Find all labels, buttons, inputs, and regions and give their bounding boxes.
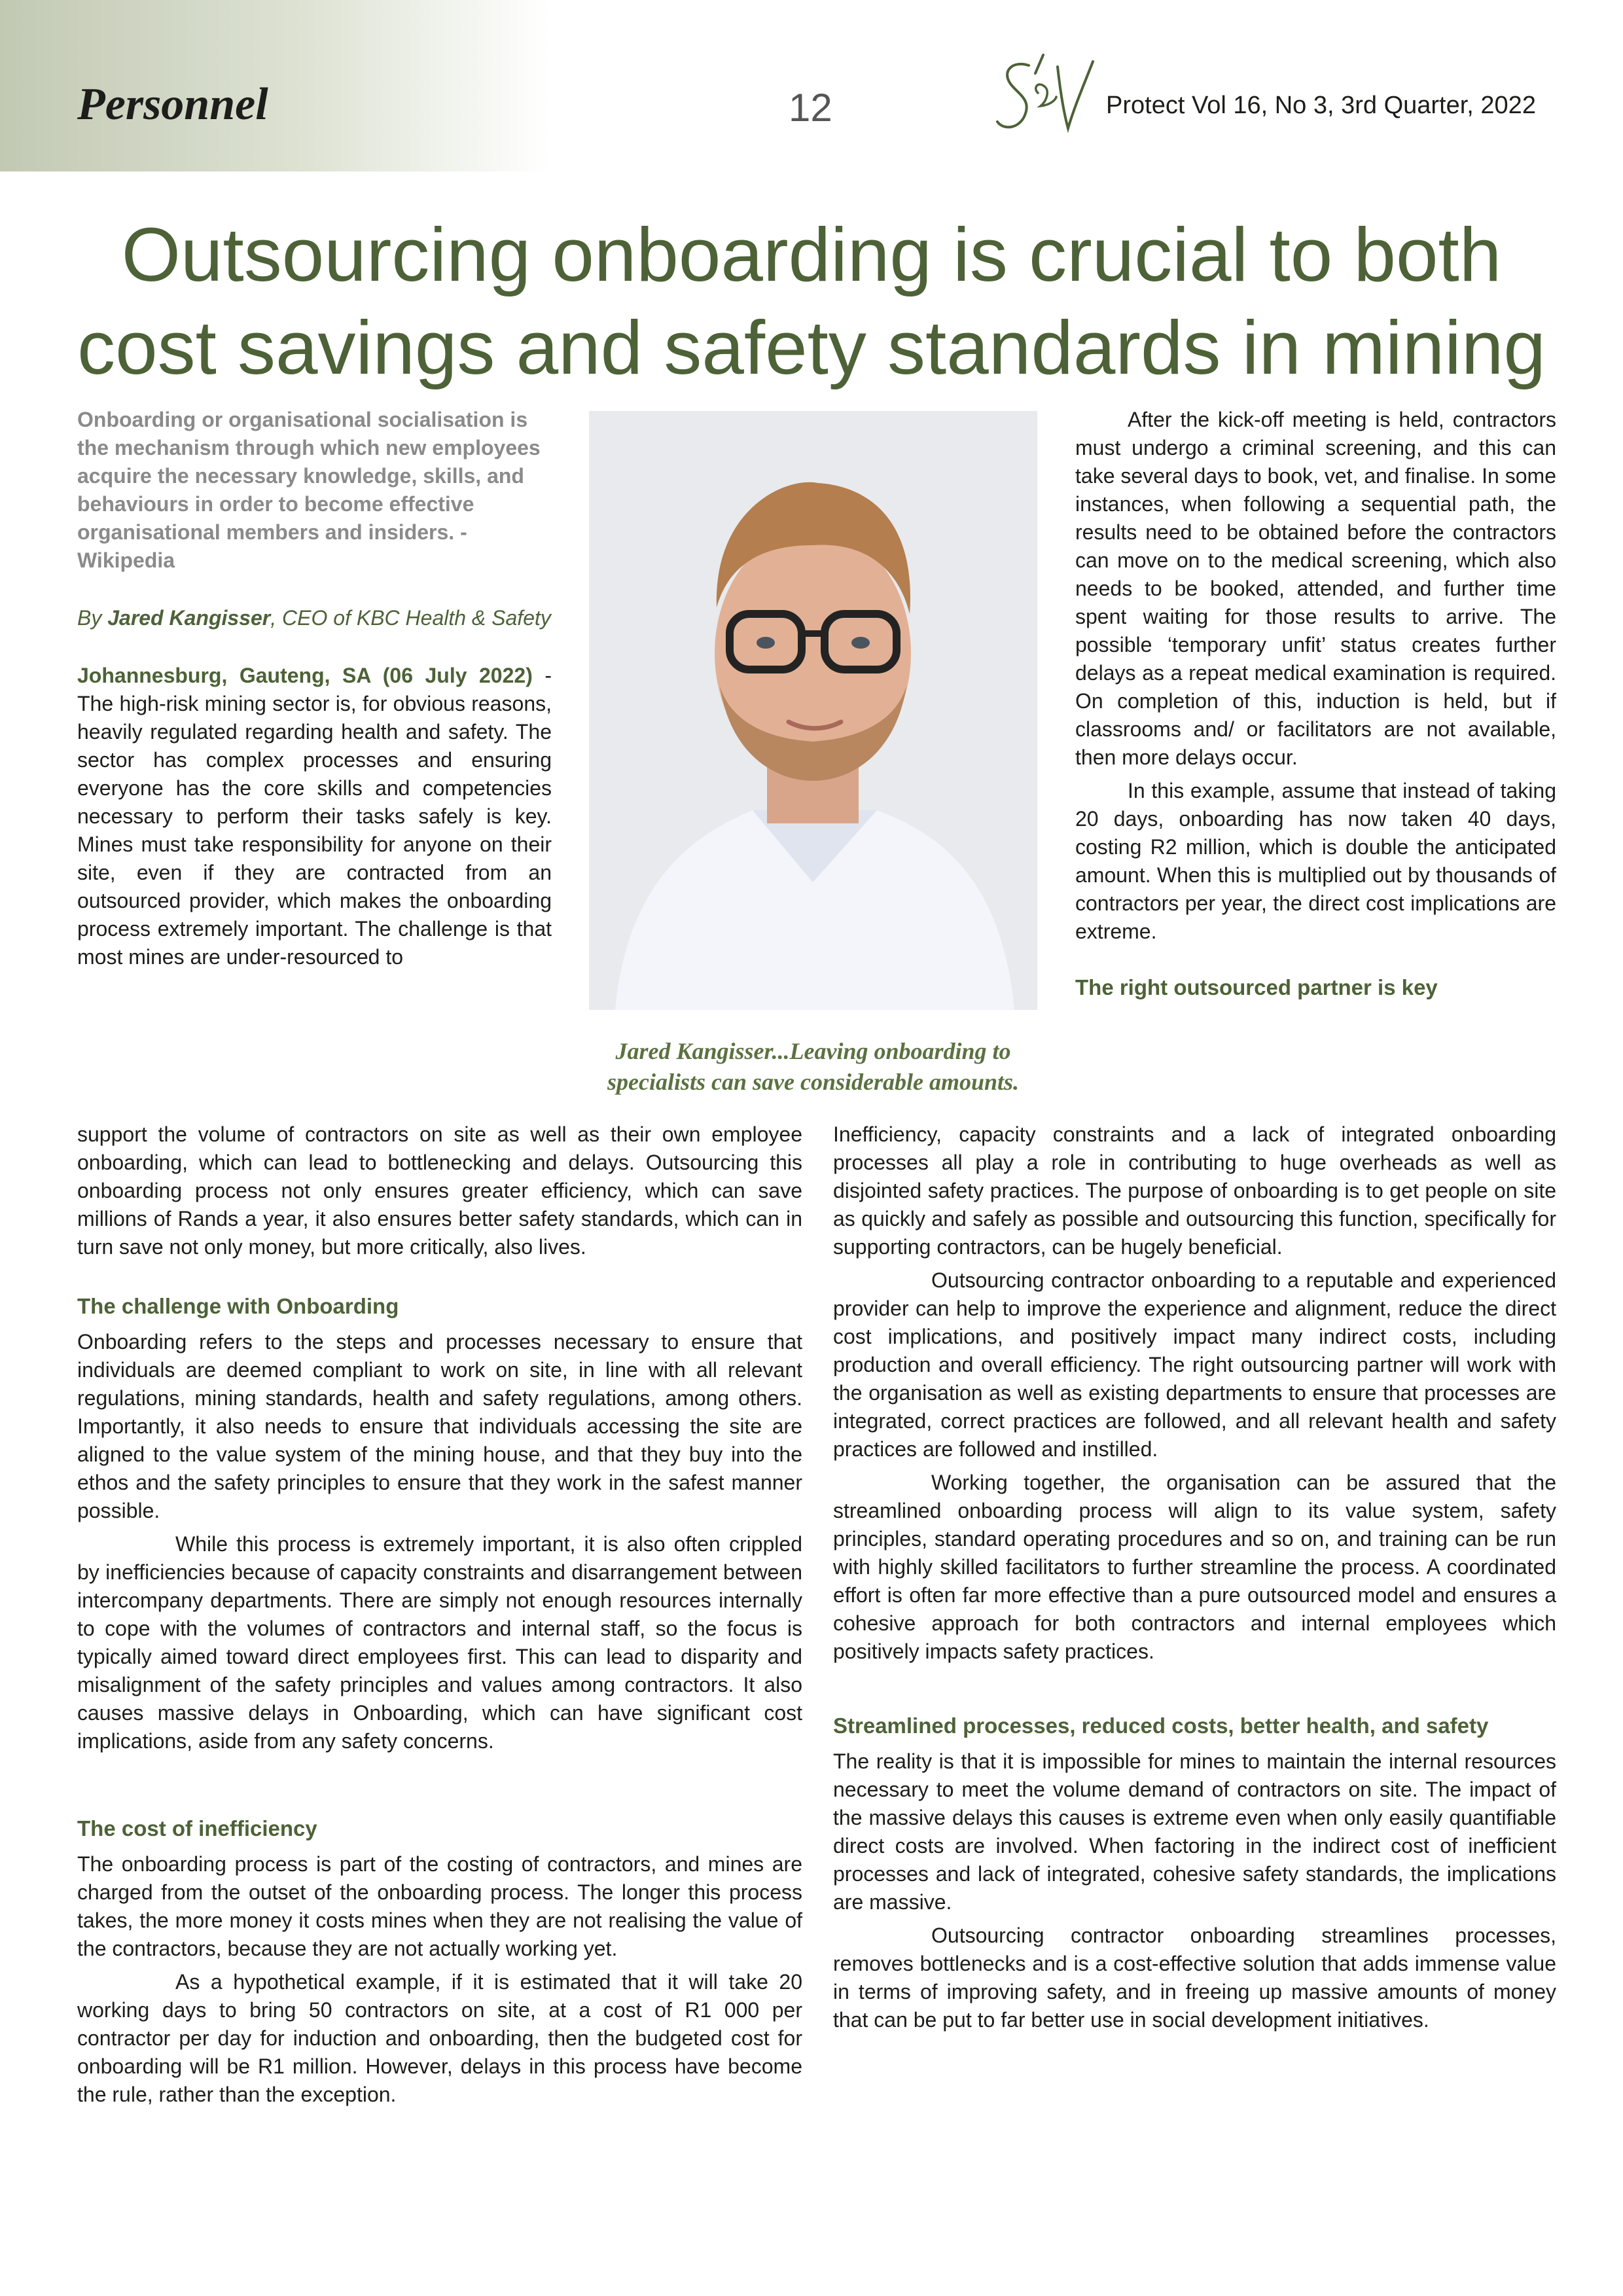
paragraph: In this example, assume that instead of taking 20 days, onboarding has now taken 40 days, costing R2 million, which is double the anticipated amount. When this is multiplied out by thousands of contractors per year, the direct cost implications are extreme. (1075, 779, 1556, 943)
byline-role: , CEO of KBC Health & Safety (270, 606, 551, 630)
right-column-main (833, 1121, 1556, 2034)
paragraph: The reality is that it is impossible for mines to maintain the internal resources necessary to meet the volume demand of contractors on site. The impact of the massive delays this causes is extreme even when only easily quantifiable direct costs are involved. When factoring in the indirect cost of inefficient processes and lack of integrated, cohesive safety standards, the implications are massive. (833, 1749, 1556, 1914)
paragraph: After the kick-off meeting is held, contractors must undergo a criminal screening, and this can take several days to book, vet, and finalise. In some instances, when following a sequential path, the results need to be obtained before the contractors can move on to the medical screening, which also needs to be booked, attended, and further time spent waiting for those results to arrive. The possible ‘temporary unfit’ status creates further delays as a repeat medical examination is required. On completion of this, induction is held, but if classrooms and/ or facilitators are not available, then more delays occur. (1075, 408, 1556, 769)
page-number: 12 (789, 86, 832, 130)
lead-paragraph-continued: support the volume of contractors on site as well as their own employee onboarding, which can lead to bottlenecking and delays. Outsourcing this onboarding process not only ensures greater efficiency, which can save millions of Rands a year, it also ensures better safety standards, which can in turn save not only money, but more critically, also lives. (77, 1122, 802, 1259)
paragraph: As a hypothetical example, if it is estimated that it will take 20 working days to bring 50 contractors on site, at a cost of R1 000 per contractor per day for induction and onboarding, then the budgeted cost for onboarding will be R1 million. However, delays in this process have become the rule, rather than the exception. (77, 1970, 802, 2106)
paragraph: Inefficiency, capacity constraints and a lack of integrated onboarding processes all play a role in contributing to huge overheads as well as disjointed safety practices. The purpose of onboarding is to get people on site as quickly and safely as possible and outsourcing this function, specifically for supporting contractors, can be hugely beneficial. (833, 1122, 1556, 1259)
left-column-top (77, 406, 552, 971)
byline-author: Jared Kangisser (107, 606, 271, 630)
left-column-main (77, 1121, 802, 2109)
paragraph: The onboarding process is part of the costing of contractors, and mines are charged from the outset of the onboarding process. The longer this process takes, the more money it costs mines when they are not realising the value of the contractors, because they are not actually working yet. (77, 1852, 802, 1960)
paragraph: Outsourcing contractor onboarding to a reputable and experienced provider can help to improve the experience and alignment, reduce the direct cost implications, and positively impact many indirect costs, including production and overall efficiency. The right outsourcing partner will work with the organisation as well as existing departments to ensure that processes are integrated, correct practices are followed, and all relevant health and safety practices are followed and instilled. (833, 1268, 1556, 1461)
sv-logo-icon (995, 51, 1099, 143)
section-label: Personnel (77, 79, 268, 130)
paragraph: Working together, the organisation can be assured that the streamlined onboarding process will align to its value system, safety principles, standard operating procedures and so on, and training can be run with highly skilled facilitators to further streamline the process. A coordinated effort is often far more effective than a pure outsourced model and ensures a cohesive approach for both contractors and internal employees which positively impacts safety practices. (833, 1471, 1556, 1663)
dateline: Johannesburg, Gauteng, SA (06 July 2022) (77, 664, 533, 687)
paragraph: Outsourcing contractor onboarding streamlines processes, removes bottlenecks and is a cost-effective solution that adds immense value in terms of improving safety, and in freeing up massive amounts of money that can be put to far better use in social development initiatives. (833, 1924, 1556, 2032)
right-column-top (1075, 406, 1556, 1001)
byline (77, 604, 552, 632)
heading-challenge: The challenge with Onboarding (77, 1294, 399, 1318)
paragraph: Onboarding refers to the steps and processes necessary to ensure that individuals are deemed compliant to work on site, in line with all relevant regulations, mining standards, health and safety regulations, among others. Importantly, it also needs to ensure that individuals accessing the site are aligned to the value system of the mining house, and that they buy into the ethos and the safety principles to ensure that they work in the safest manner possible. (77, 1330, 802, 1522)
intro-quote: Onboarding or organisational socialisation is the mechanism through which new employees acquire the necessary knowledge, skills, and behaviours in order to become effective organisational members and insiders. - Wikipedia (77, 408, 541, 572)
article-title: Outsourcing onboarding is crucial to both cost savings and safety standards in mining (77, 212, 1546, 390)
issue-info: Protect Vol 16, No 3, 3rd Quarter, 2022 (1106, 92, 1536, 119)
byline-prefix: By (77, 606, 108, 630)
author-photo (589, 411, 1037, 1010)
photo-caption: Jared Kangisser...Leaving onboarding to specialists can save considerable amounts. (607, 1038, 1019, 1095)
paragraph: While this process is extremely important, it is also often crippled by inefficiencies because of capacity constraints and disarrangement between intercompany departments. There are simply not enough resources internally to cope with the volumes of contractors and internal staff, so the focus is typically aimed toward direct employees first. This can lead to disparity and misalignment of the safety principles and values among contractors. It also causes massive delays in Onboarding, which can have significant cost implications, aside from any safety concerns. (77, 1532, 802, 1753)
lead-paragraph-text: - The high-risk mining sector is, for obvious reasons, heavily regulated regarding health and safety. The sector has complex processes and ensuring everyone has the core skills and competencies necessary to perform their tasks safely is key. Mines must take responsibility for anyone on their site, even if they are contracted from an outsourced provider, which makes the onboarding process extremely important. The challenge is that most mines are under-resourced to (77, 664, 552, 969)
heading-streamlined: Streamlined processes, reduced costs, better health, and safety (833, 1713, 1489, 1738)
heading-cost: The cost of inefficiency (77, 1816, 317, 1840)
heading-partner: The right outsourced partner is key (1075, 975, 1438, 999)
lead-paragraph (77, 662, 552, 971)
